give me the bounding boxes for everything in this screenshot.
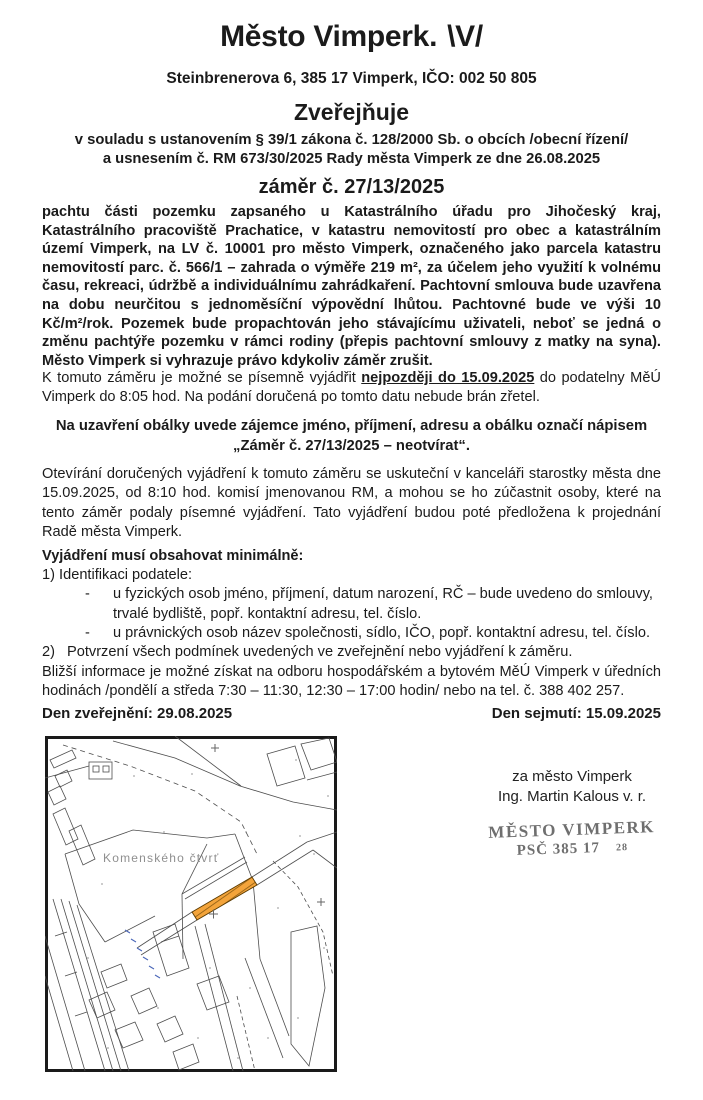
signature-block bbox=[442, 767, 702, 807]
legal-basis-lines bbox=[42, 131, 661, 169]
bullet-text: u právnických osob název společnosti, sídlo, IČO, popř. kontaktní adresu, tel. číslo. bbox=[113, 625, 650, 641]
requirement-bullet-natural-persons bbox=[42, 585, 661, 624]
stamp-city-name: MĚSTO VIMPERK bbox=[488, 817, 656, 842]
bullet-dash: - bbox=[85, 625, 90, 641]
bullet-dash: - bbox=[85, 586, 90, 602]
response-deadline-paragraph bbox=[42, 369, 661, 408]
intent-number-heading: záměr č. 27/13/2025 bbox=[258, 176, 445, 198]
requirement-item-1: 1) Identifikaci podatele: bbox=[42, 567, 193, 583]
signature-name: Ing. Martin Kalous v. r. bbox=[497, 788, 647, 805]
stamp-number: 28 bbox=[615, 842, 629, 854]
signature-for-city: za město Vimperk bbox=[512, 768, 632, 785]
requirements-heading: Vyjádření musí obsahovat minimálně: bbox=[42, 548, 304, 564]
cadastral-map-image bbox=[45, 736, 337, 1072]
city-name-title: Město Vimperk. bbox=[220, 20, 438, 53]
stamp-postal-code: PSČ 385 17 bbox=[516, 840, 601, 859]
publication-dates-row bbox=[42, 705, 661, 722]
publishes-heading: Zveřejňuje bbox=[293, 99, 410, 125]
publication-date: Den zveřejnění: 29.08.2025 bbox=[42, 705, 233, 722]
main-intent-paragraph: pachtu části pozemku zapsaného u Katastrálního úřadu pro Jihočeský kraj, Katastrálního pracoviště Prachatice, v katastru nemovitostí pro obec a katastrálním území Vimperk, na LV č. 10001 pro město Vimperk, označeného jako parcela katastru nemovitostí parc. č. 566/1 – zahrada o výměře 219 m², za účelem jeho využití k volnému času, rekreaci, údržbě a individuálnímu zahrádkaření. Pachtovní smlouva bude uzavřena na dobu neurčitou s jednoměsíční výpovědní lhůtou. Pachtovné bude ve výši 10 Kč/m²/rok. Pozemek bude propachtován jeho stávajícímu uživateli, neboť se jedná o změnu pachtýře pozemku v rámci rodiny (přepis pachtovní smlouvy z matky na syna). Město Vimperk si vyhrazuje právo kdykoliv záměr zrušit. bbox=[42, 204, 661, 369]
item-2-number: 2) bbox=[42, 644, 55, 660]
envelope-line-1: Na uzavření obálky uvede zájemce jméno, příjmení, adresu a obálku označí nápisem bbox=[55, 418, 648, 434]
legal-basis-line-2: a usnesením č. RM 673/30/2025 Rady města Vimperk ze dne 26.08.2025 bbox=[102, 151, 601, 167]
legal-basis-line-1: v souladu s ustanovením § 39/1 zákona č. 128/2000 Sb. o obcích /obecní řízení/ bbox=[74, 132, 629, 148]
contact-info-paragraph: Bližší informace je možné získat na odboru hospodářském a bytovém MěÚ Vimperk v úředních hodinách /pondělí a středa 7:30 – 11:30, 12:30 – 17:00 hodin/ nebo na tel. č. 388 402 257. bbox=[42, 664, 661, 700]
requirement-bullet-legal-persons bbox=[42, 624, 661, 644]
response-text-after: do podatelny MěÚ Vimperk do 8:05 hod. Na podání doručená po tomto datu nebude brán zřetel. bbox=[42, 370, 661, 406]
bullet-text: u fyzických osob jméno, příjmení, datum narození, RČ – bude uvedeno do smlouvy, trvalé bydliště, popř. kontaktní adresu, tel. číslo. bbox=[113, 586, 653, 622]
official-stamp bbox=[451, 816, 692, 862]
response-deadline-date: nejpozději do 15.09.2025 bbox=[361, 370, 535, 386]
district-label: Komenského čtvrť bbox=[103, 851, 220, 865]
envelope-instructions bbox=[42, 417, 661, 456]
city-logo-mark: \V/ bbox=[447, 20, 483, 53]
item-2-text: Potvrzení všech podmínek uvedených ve zveřejnění nebo vyjádření k záměru. bbox=[67, 644, 573, 660]
page-title bbox=[42, 20, 661, 54]
response-text-before: K tomuto záměru je možné se písemně vyjádřit bbox=[42, 370, 362, 386]
requirement-item-2 bbox=[42, 644, 661, 660]
envelope-line-2: „Záměr č. 27/13/2025 – neotvírat“. bbox=[233, 437, 470, 454]
city-address-line: Steinbrenerova 6, 385 17 Vimperk, IČO: 002 50 805 bbox=[166, 70, 537, 87]
opening-session-paragraph: Otevírání doručených vyjádření k tomuto záměru se uskuteční v kanceláři starostky města dne 15.09.2025, od 8:10 hod. komisí jmenovanou RM, a mohou se ho zúčastnit osoby, které na tento záměr podaly písemné vyjádření. Tato vyjádření budou poté předložena k projednání Radě města Vimperk. bbox=[42, 466, 661, 540]
cadastral-map-svg bbox=[45, 736, 337, 1072]
removal-date: Den sejmutí: 15.09.2025 bbox=[491, 705, 661, 722]
